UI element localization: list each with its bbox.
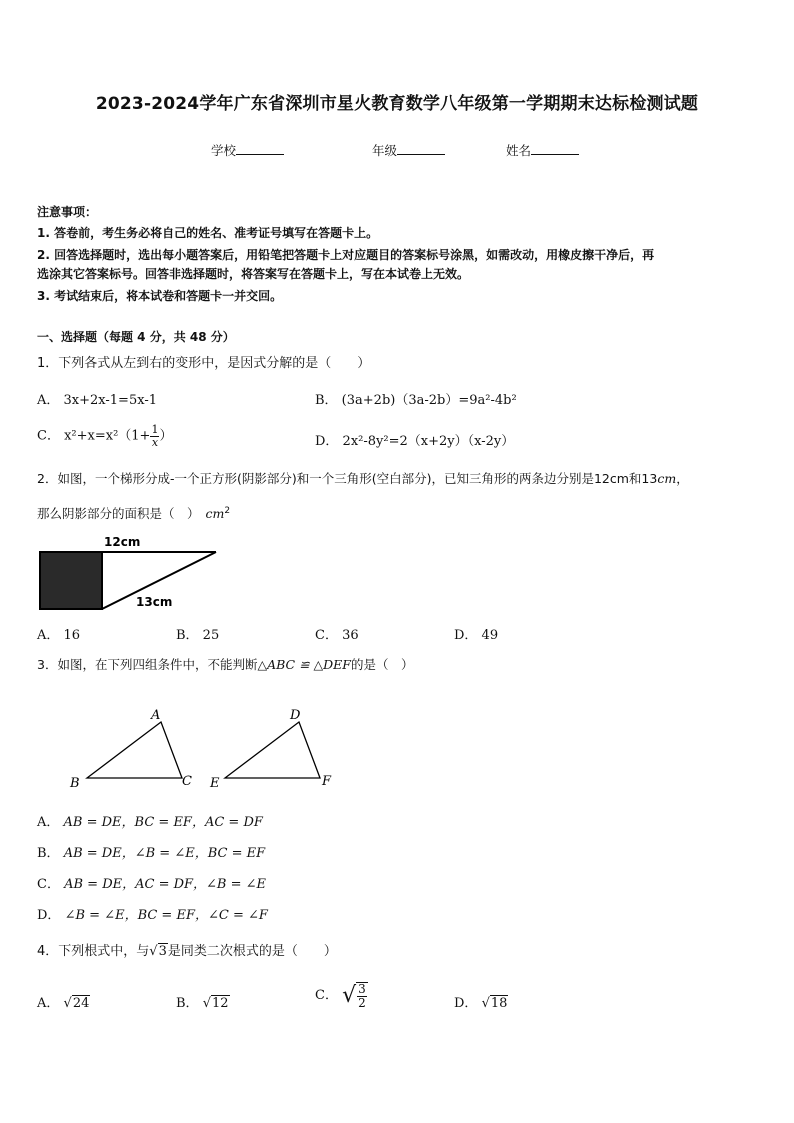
vertex-b-label: B <box>70 776 80 791</box>
q4-option-c <box>315 982 368 1009</box>
q3-option-c <box>37 873 266 892</box>
q3-stem-math: △ABC ≌ △DEF <box>257 657 351 672</box>
q2-unit: cm <box>657 471 677 486</box>
q2-stem-line1 <box>37 469 689 487</box>
notes-item-2-cont: 选涂其它答案标号。回答非选择题时，将答案写在答题卡上，写在本试卷上无效。 <box>37 267 470 281</box>
notes-item-2: 2. 回答选择题时，选出每小题答案后，用铅笔把答题卡上对应题目的答案标号涂黑，如需改动，用橡皮擦干净后，再 <box>37 248 655 262</box>
fraction-denominator: 2 <box>358 995 366 1010</box>
q4-stem <box>37 940 337 959</box>
q3-option-a-letter: A． <box>37 815 60 830</box>
q2-stem-line2 <box>37 504 230 522</box>
q3-option-a-text: AB = DE，BC = EF，AC = DF <box>63 815 263 830</box>
grade-label: 年级 <box>372 143 398 158</box>
q3-stem-pre: 3．如图，在下列四组条件中，不能判断 <box>37 657 258 672</box>
exam-title: 2023-2024学年广东省深圳市星火教育数学八年级第一学期期末达标检测试题 <box>95 94 699 114</box>
grade-field <box>372 141 445 159</box>
q2-stem-end: ， <box>676 471 689 486</box>
q1-option-b: B． (3a+2b)（3a-2b）=9a²-4b² <box>315 393 517 408</box>
name-label: 姓名 <box>506 143 532 158</box>
school-label: 学校 <box>211 143 237 158</box>
triangle-def <box>225 722 320 778</box>
q4-option-a: A． √24 <box>37 996 90 1011</box>
q4-stem-post: 是同类二次根式的是（ ） <box>167 944 337 959</box>
radicand: 3 <box>158 944 167 959</box>
q1-option-a: A． 3x+2x-1=5x-1 <box>37 393 157 408</box>
vertex-f-label: F <box>322 774 332 789</box>
q3-triangles-figure <box>64 703 344 793</box>
q3-option-a <box>37 811 263 830</box>
q2-option-a: A． 16 <box>37 628 81 643</box>
q3-stem-post: 的是（ ） <box>350 657 414 672</box>
q3-option-b-letter: B． <box>37 846 60 861</box>
q2-stem-text: 2．如图，一个梯形分成-一个正方形(阴影部分)和一个三角形(空白部分)，已知三角形的两条边分别是12cm和13 <box>37 471 658 486</box>
notes-item-3: 3. 考试结束后，将本试卷和答题卡一并交回。 <box>37 289 283 303</box>
q3-option-c-text: AB = DE，AC = DF，∠B = ∠E <box>64 877 267 892</box>
sqrt-sign: √ <box>342 983 357 1009</box>
section-heading: 一、选择题（每题 4 分，共 48 分） <box>37 330 235 344</box>
q2-area-sup: 2 <box>224 505 231 516</box>
q2-option-b: B． 25 <box>176 628 220 643</box>
grade-blank <box>397 142 445 155</box>
vertex-e-label: E <box>210 776 220 791</box>
school-field <box>211 141 284 159</box>
q2-stem-text2: 那么阴影部分的面积是（ ） <box>37 506 200 521</box>
q4-option-d-radicand: 18 <box>490 996 508 1011</box>
label-13cm: 13cm <box>136 595 173 609</box>
q2-area-unit: cm <box>205 506 225 521</box>
vertex-c-label: C <box>182 774 192 789</box>
fraction-numerator: 3 <box>358 982 366 996</box>
name-blank <box>531 142 579 155</box>
q4-option-b-letter: B． <box>176 996 199 1011</box>
q3-option-b <box>37 842 265 861</box>
q4-option-b: B． √12 <box>176 996 229 1011</box>
q4-sqrt3: √3 <box>149 944 167 959</box>
q3-stem <box>37 655 413 673</box>
notes-heading: 注意事项： <box>37 205 98 219</box>
q4-option-d-letter: D． <box>454 996 478 1011</box>
q1-stem: 1．下列各式从左到右的变形中，是因式分解的是（ ） <box>37 356 371 371</box>
q3-option-b-text: AB = DE，∠B = ∠E，BC = EF <box>63 846 266 861</box>
q4-option-d: D． √18 <box>454 996 508 1011</box>
fraction-denominator: x <box>151 435 159 449</box>
vertex-d-label: D <box>290 708 301 723</box>
q4-option-a-letter: A． <box>37 996 60 1011</box>
q4-option-c-fraction <box>356 982 368 1009</box>
q3-option-c-letter: C． <box>37 877 60 892</box>
name-field <box>506 141 579 159</box>
q2-trapezoid-figure <box>36 532 221 614</box>
q4-option-a-radicand: 24 <box>72 996 90 1011</box>
q1-option-c <box>37 424 172 448</box>
q2-option-d: D． 49 <box>454 628 499 643</box>
q3-option-d-letter: D． <box>37 908 61 923</box>
vertex-a-label: A <box>151 708 161 723</box>
q4-stem-pre: 4．下列根式中，与 <box>37 944 150 959</box>
triangle-abc <box>87 722 182 778</box>
q3-option-d-text: ∠B = ∠E，BC = EF，∠C = ∠F <box>64 908 268 923</box>
school-blank <box>236 142 284 155</box>
q1-option-c-post: ） <box>159 428 173 444</box>
notes-item-1: 1. 答卷前，考生务必将自己的姓名、准考证号填写在答题卡上。 <box>37 226 379 240</box>
q4-option-b-radicand: 12 <box>211 996 229 1011</box>
fraction-numerator: 1 <box>151 423 159 436</box>
q2-option-c: C． 36 <box>315 628 359 643</box>
q3-option-d <box>37 904 268 923</box>
shaded-square <box>40 552 102 609</box>
label-12cm: 12cm <box>104 535 141 549</box>
q1-option-d: D． 2x²-8y²=2（x+2y）（x-2y） <box>315 434 515 449</box>
q1-option-c-pre: C． x²+x=x²（1+ <box>37 428 151 444</box>
q4-option-c-letter: C． <box>315 988 338 1004</box>
